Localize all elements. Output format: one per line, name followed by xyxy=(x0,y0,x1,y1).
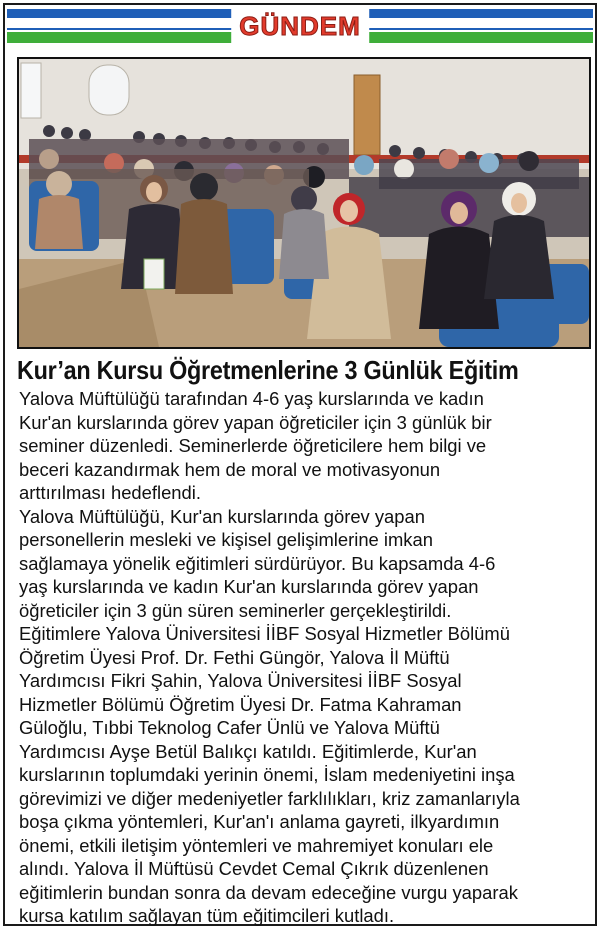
body-line: boşa çıkma yöntemleri, Kur'an'ı anlama gayreti, ilkyardımın xyxy=(19,811,500,832)
body-line: önemi, etkili iletişim yöntemleri ve mahremiyet konuları ele xyxy=(19,834,494,856)
body-line: kurslarının toplumdaki yerinin önemi, İslam medeniyetini inşa xyxy=(19,764,515,785)
newspaper-clipping xyxy=(3,3,597,926)
body-line: Yardımcısı Ayşe Betül Balıkçı katıldı. Eğitimlerde, Kur'an xyxy=(19,740,477,762)
body-line: alındı. Yalova İl Müftüsü Cevdet Cemal Çıkrık düzenlenen xyxy=(19,858,489,879)
body-line: Kur'an kurslarında görev yapan öğreticiler için 3 günlük bir xyxy=(19,411,492,433)
body-line: Güloğlu, Tıbbi Teknolog Cafer Ünlü ve Yalova Müftü xyxy=(19,717,440,738)
body-line: öğreticiler için 3 gün süren seminerler gerçekleştirildi. xyxy=(19,599,452,621)
body-line: personellerin mesleki ve kişisel gelişimlerine imkan xyxy=(19,529,433,550)
article-photo xyxy=(17,57,591,349)
article-body xyxy=(19,387,591,928)
body-line: Eğitimlere Yalova Üniversitesi İİBF Sosyal Hizmetler Bölümü xyxy=(19,623,510,644)
article-headline: Kur’an Kursu Öğretmenlerine 3 Günlük Eğitim xyxy=(17,355,519,385)
body-line: kursa katılım sağlayan tüm eğitimcileri kutladı. xyxy=(19,905,395,926)
body-line: sağlamaya yönelik eğitimleri sürdürüyor. Bu kapsamda 4-6 xyxy=(19,552,496,574)
body-line: yaş kurslarında ve kadın Kur'an kurslarında görev yapan xyxy=(19,576,479,597)
body-line: Öğretim Üyesi Prof. Dr. Fethi Güngör, Yalova İl Müftü xyxy=(19,646,450,668)
body-line: beceri kazandırmak hem de moral ve motivasyonun xyxy=(19,458,441,480)
section-header xyxy=(7,7,593,45)
section-title: GÜNDEM xyxy=(231,9,369,43)
body-line: arttırılması hedeflendi. xyxy=(19,482,201,503)
body-line: Yalova Müftülüğü, Kur'an kurslarında görev yapan xyxy=(19,505,425,527)
body-line: görevimizi ve diğer medeniyetler farklılıkları, kriz zamanlarıyla xyxy=(19,787,520,809)
body-line: Hizmetler Bölümü Öğretim Üyesi Dr. Fatma Kahraman xyxy=(19,693,462,715)
body-line: Yardımcısı Fikri Şahin, Yalova Üniversitesi İİBF Sosyal xyxy=(19,670,462,691)
body-line: eğitimlerin bundan sonra da devam edeceğine vurgu yaparak xyxy=(19,881,518,903)
body-line: Yalova Müftülüğü tarafından 4-6 yaş kurslarında ve kadın xyxy=(19,388,484,409)
body-line: seminer düzenledi. Seminerlerde öğreticilere hem bilgi ve xyxy=(19,435,487,456)
